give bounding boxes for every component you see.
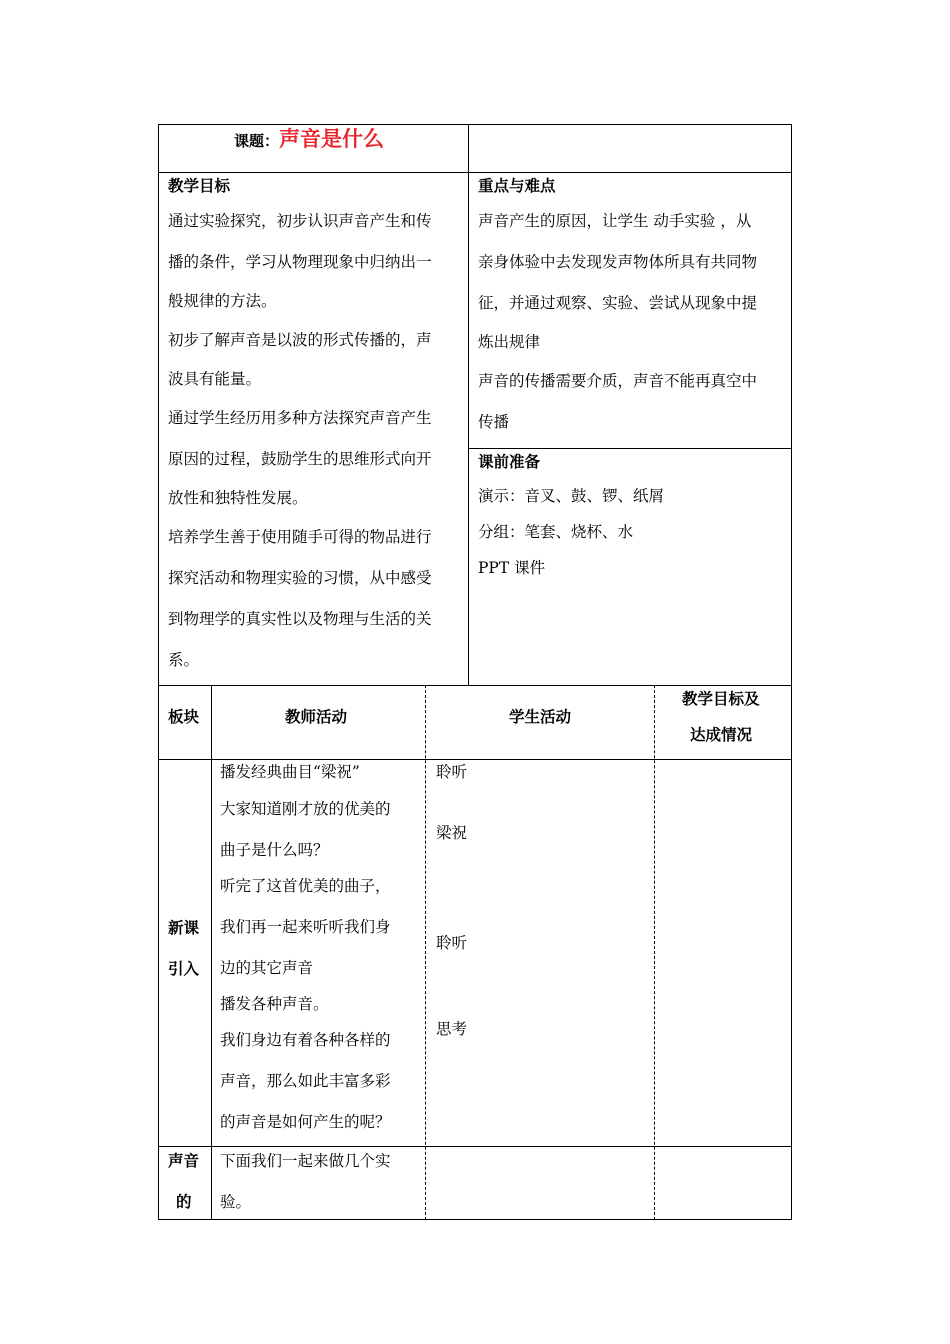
divider-keypoints-prep [468,448,792,449]
row1-teacher-line: 播发各种声音。 [220,995,329,1013]
row1-teacher-line: 声音，那么如此丰富多彩 [220,1072,391,1090]
table-border-left [158,124,159,1220]
divider-section-column [211,685,212,1220]
divider-teacher-student [425,685,426,1220]
table-border-bottom [158,1219,792,1220]
row1-teacher-line: 曲子是什么吗？ [220,841,329,859]
row1-teacher-line: 听完了这首优美的曲子， [220,877,391,895]
row2-section-line2: 的 [176,1193,192,1211]
objectives-line: 播的条件，学习从物理现象中归纳出一 [168,253,432,271]
divider-student-goal [654,685,655,1220]
row1-teacher-line: 边的其它声音 [220,959,314,977]
objectives-line: 通过实验探究，初步认识声音产生和传 [168,212,432,230]
preparation-line: 演示：音叉、鼓、锣、纸屑 [478,487,665,505]
keypoints-line: 声音的传播需要介质，声音不能再真空中 [478,372,758,390]
divider-title-row [158,172,792,173]
objectives-line: 系。 [168,651,200,669]
objectives-line: 初步了解声音是以波的形式传播的，声 [168,331,432,349]
table-border-right [791,124,792,1220]
row1-student-line: 聆听 [436,763,468,781]
row2-teacher-line: 下面我们一起来做几个实 [220,1152,391,1170]
preparation-text [478,478,664,586]
row1-student-line: 聆听 [436,934,468,952]
row1-student-line: 梁祝 [436,824,468,842]
header-goal-line2: 达成情况 [690,726,753,744]
row1-teacher-line: 的声音是如何产生的呢？ [220,1113,391,1131]
objectives-line: 波具有能量。 [168,370,262,388]
objectives-line: 原因的过程，鼓励学生的思维形式向开 [168,450,432,468]
row2-teacher-line: 验。 [220,1193,252,1211]
objectives-line: 通过学生经历用多种方法探究声音产生 [168,409,432,427]
row1-teacher-line: 大家知道刚才放的优美的 [220,800,391,818]
row1-teacher-line: 播发经典曲目“梁祝” [220,763,360,781]
row1-section-line1: 新课 [168,919,200,937]
keypoints-line: 亲身体验中去发现发声物体所具有共同物 [478,253,758,271]
header-teacher: 教师活动 [285,708,348,726]
divider-upper-middle [468,124,469,685]
keypoints-line: 炼出规律 [478,333,541,351]
objectives-line: 到物理学的真实性以及物理与生活的关 [168,610,432,628]
objectives-line: 培养学生善于使用随手可得的物品进行 [168,528,432,546]
divider-row2 [158,1146,792,1147]
keypoints-text [478,201,757,443]
lesson-title-label: 课题： [234,132,280,150]
objectives-line: 放性和独特性发展。 [168,489,308,507]
header-section: 板块 [168,708,200,726]
row1-section-line2: 引入 [168,960,200,978]
row1-teacher-line: 我们再一起来听听我们身 [220,918,391,936]
objectives-text [168,201,432,681]
lesson-title-row [234,128,384,152]
keypoints-heading: 重点与难点 [478,177,556,195]
table-border-top [158,124,792,125]
header-student: 学生活动 [509,708,572,726]
lesson-title: 声音是什么 [279,127,385,151]
preparation-line: 分组：笔套、烧杯、水 [478,523,634,541]
keypoints-line: 声音产生的原因，让学生 动手实验 ，从 [478,212,752,230]
divider-header-row [158,759,792,760]
preparation-heading: 课前准备 [478,453,541,471]
row1-teacher-line: 我们身边有着各种各样的 [220,1031,391,1049]
divider-upper-lower [158,685,792,686]
header-goal-line1: 教学目标及 [682,690,760,708]
objectives-heading: 教学目标 [168,177,231,195]
keypoints-line: 传播 [478,413,510,431]
preparation-line: PPT 课件 [478,559,546,577]
row1-student-line: 思考 [436,1020,468,1038]
objectives-line: 探究活动和物理实验的习惯，从中感受 [168,569,432,587]
keypoints-line: 征，并通过观察、实验、尝试从现象中提 [478,294,758,312]
objectives-line: 般规律的方法。 [168,292,277,310]
row2-section-line1: 声音 [168,1152,200,1170]
